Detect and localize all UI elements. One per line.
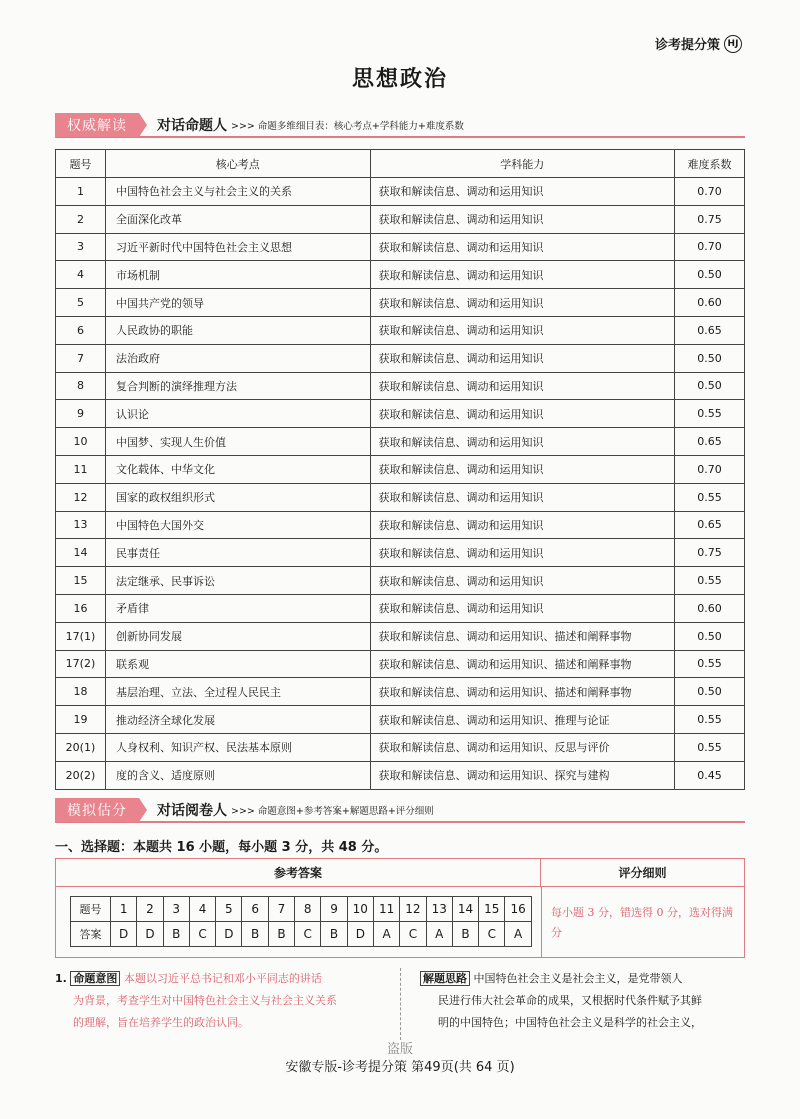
ability-cell: 获取和解读信息、调动和运用知识	[370, 178, 675, 206]
core-point-cell: 中国梦、实现人生价值	[105, 428, 370, 456]
answer-value-cell: A	[426, 922, 452, 947]
core-point-cell: 基层治理、立法、全过程人民民主	[105, 678, 370, 706]
question-no-cell: 20(1)	[56, 733, 106, 761]
difficulty-cell: 0.55	[675, 400, 745, 428]
section-tag: 权威解读	[55, 113, 139, 137]
difficulty-cell: 0.55	[675, 706, 745, 734]
table-row	[56, 539, 745, 567]
header-core-point: 核心考点	[105, 150, 370, 178]
difficulty-cell: 0.65	[675, 316, 745, 344]
section-title: 对话命题人	[157, 118, 227, 134]
table-row	[56, 761, 745, 789]
difficulty-cell: 0.60	[675, 289, 745, 317]
header-question-no: 题号	[56, 150, 106, 178]
answer-number-cell: 14	[452, 897, 478, 922]
ability-cell: 获取和解读信息、调动和运用知识、探究与建构	[370, 761, 675, 789]
reference-answer-header: 参考答案	[56, 859, 541, 887]
difficulty-cell: 0.50	[675, 678, 745, 706]
ability-cell: 获取和解读信息、调动和运用知识、推理与论证	[370, 706, 675, 734]
answer-number-cell: 6	[242, 897, 268, 922]
solution-tag: 解题思路	[420, 971, 470, 986]
answer-number-cell: 11	[373, 897, 399, 922]
table-row	[56, 233, 745, 261]
brand	[655, 34, 742, 53]
ability-cell: 获取和解读信息、调动和运用知识	[370, 205, 675, 233]
question-no-cell: 5	[56, 289, 106, 317]
question-number: 1.	[55, 972, 67, 985]
core-point-cell: 认识论	[105, 400, 370, 428]
difficulty-cell: 0.55	[675, 567, 745, 595]
difficulty-cell: 0.45	[675, 761, 745, 789]
core-point-cell: 中国共产党的领导	[105, 289, 370, 317]
question-no-cell: 14	[56, 539, 106, 567]
answer-number-cell: 7	[268, 897, 294, 922]
question-no-cell: 12	[56, 483, 106, 511]
table-row	[56, 567, 745, 595]
difficulty-cell: 0.50	[675, 622, 745, 650]
ability-cell: 获取和解读信息、调动和运用知识	[370, 428, 675, 456]
table-row	[56, 733, 745, 761]
table-row	[56, 706, 745, 734]
brand-logo-icon: HJ	[724, 35, 742, 53]
answer-value-cell: D	[347, 922, 373, 947]
footer-text: 安徽专版-诊考提分策 第49页(共 64 页)	[285, 1060, 515, 1075]
question-no-cell: 6	[56, 316, 106, 344]
scoring-rules-text: 每小题 3 分，错选得 0 分，选对得满分	[551, 906, 733, 939]
intent-text-line: 的理解，旨在培养学生的政治认同。	[73, 1016, 249, 1029]
page-footer	[0, 1043, 800, 1075]
difficulty-cell: 0.70	[675, 455, 745, 483]
ability-cell: 获取和解读信息、调动和运用知识	[370, 594, 675, 622]
question-no-cell: 16	[56, 594, 106, 622]
question-no-cell: 3	[56, 233, 106, 261]
ability-cell: 获取和解读信息、调动和运用知识	[370, 372, 675, 400]
brand-name: 诊考提分策	[654, 38, 720, 53]
question-no-cell: 10	[56, 428, 106, 456]
answer-number-cell: 16	[505, 897, 531, 922]
question-no-cell: 8	[56, 372, 106, 400]
table-body	[56, 178, 745, 790]
question-no-cell: 18	[56, 678, 106, 706]
question-no-cell: 1	[56, 178, 106, 206]
question-no-cell: 17(2)	[56, 650, 106, 678]
answer-value-cell: C	[295, 922, 321, 947]
ability-cell: 获取和解读信息、调动和运用知识	[370, 511, 675, 539]
intent-tag: 命题意图	[70, 971, 120, 986]
ability-cell: 获取和解读信息、调动和运用知识	[370, 233, 675, 261]
ability-cell: 获取和解读信息、调动和运用知识	[370, 261, 675, 289]
ability-cell: 获取和解读信息、调动和运用知识	[370, 483, 675, 511]
table-row	[56, 594, 745, 622]
core-point-cell: 创新协同发展	[105, 622, 370, 650]
table-row	[56, 344, 745, 372]
answer-number-cell: 4	[189, 897, 215, 922]
difficulty-cell: 0.50	[675, 261, 745, 289]
question-no-cell: 11	[56, 455, 106, 483]
table-row	[56, 289, 745, 317]
table-row	[56, 261, 745, 289]
answer-value-row	[71, 922, 532, 947]
answer-value-cell: A	[505, 922, 531, 947]
answer-value-cell: B	[321, 922, 347, 947]
section-title: 对话阅卷人	[157, 803, 227, 819]
answer-value-cell: B	[163, 922, 189, 947]
table-row	[56, 455, 745, 483]
table-row	[56, 400, 745, 428]
difficulty-cell: 0.55	[675, 483, 745, 511]
question-no-cell: 9	[56, 400, 106, 428]
core-point-cell: 法治政府	[105, 344, 370, 372]
scoring-rules-header: 评分细则	[541, 859, 744, 887]
answer-number-row	[71, 897, 532, 922]
table-row	[56, 178, 745, 206]
ability-cell: 获取和解读信息、调动和运用知识	[370, 567, 675, 595]
section-subtitle: >>> 命题意图+参考答案+解题思路+评分细则	[231, 806, 434, 817]
intent-text-line: 为背景，考查学生对中国特色社会主义与社会主义关系	[73, 994, 337, 1007]
core-point-cell: 人民政协的职能	[105, 316, 370, 344]
difficulty-cell: 0.50	[675, 344, 745, 372]
question-1-solution	[420, 968, 750, 1034]
table-row	[56, 316, 745, 344]
difficulty-cell: 0.55	[675, 650, 745, 678]
difficulty-cell: 0.75	[675, 539, 745, 567]
question-no-cell: 2	[56, 205, 106, 233]
answer-number-cell: 10	[347, 897, 373, 922]
core-point-cell: 文化载体、中华文化	[105, 455, 370, 483]
table-header-row	[56, 150, 745, 178]
intent-text-line: 本题以习近平总书记和邓小平同志的讲话	[123, 972, 322, 985]
difficulty-cell: 0.70	[675, 178, 745, 206]
core-point-cell: 国家的政权组织形式	[105, 483, 370, 511]
table-row	[56, 483, 745, 511]
header-difficulty: 难度系数	[675, 150, 745, 178]
core-point-cell: 联系观	[105, 650, 370, 678]
answer-number-cell: 8	[295, 897, 321, 922]
answer-value-cell: C	[189, 922, 215, 947]
answer-value-cell: C	[400, 922, 426, 947]
core-point-cell: 习近平新时代中国特色社会主义思想	[105, 233, 370, 261]
ability-cell: 获取和解读信息、调动和运用知识	[370, 316, 675, 344]
table-row	[56, 678, 745, 706]
ability-cell: 获取和解读信息、调动和运用知识	[370, 455, 675, 483]
ability-cell: 获取和解读信息、调动和运用知识、描述和阐释事物	[370, 622, 675, 650]
answer-number-cell: 15	[479, 897, 505, 922]
question-no-cell: 15	[56, 567, 106, 595]
core-point-cell: 中国特色大国外交	[105, 511, 370, 539]
answer-value-cell: B	[452, 922, 478, 947]
core-point-cell: 矛盾律	[105, 594, 370, 622]
answer-number-cell: 1	[111, 897, 137, 922]
question-1-intent	[55, 968, 400, 1034]
ability-cell: 获取和解读信息、调动和运用知识	[370, 400, 675, 428]
difficulty-cell: 0.70	[675, 233, 745, 261]
solution-text-line: 中国特色社会主义是社会主义，是党带领人	[473, 972, 683, 985]
solution-text-line: 明的中国特色；中国特色社会主义是科学的社会主义，	[438, 1016, 702, 1029]
piracy-mark: 盗版	[386, 1042, 413, 1057]
core-point-cell: 法定继承、民事诉讼	[105, 567, 370, 595]
answer-number-cell: 3	[163, 897, 189, 922]
question-no-cell: 19	[56, 706, 106, 734]
core-point-cell: 人身权利、知识产权、民法基本原则	[105, 733, 370, 761]
core-point-cell: 度的含义、适度原则	[105, 761, 370, 789]
solution-text-line: 民进行伟大社会革命的成果，又根据时代条件赋予其鲜	[438, 994, 702, 1007]
ability-cell: 获取和解读信息、调动和运用知识	[370, 344, 675, 372]
question-no-cell: 13	[56, 511, 106, 539]
core-point-cell: 复合判断的演绎推理方法	[105, 372, 370, 400]
multiple-choice-title: 一、选择题：本题共 16 小题，每小题 3 分，共 48 分。	[55, 840, 388, 855]
table-row	[56, 428, 745, 456]
core-point-cell: 民事责任	[105, 539, 370, 567]
ability-cell: 获取和解读信息、调动和运用知识、反思与评价	[370, 733, 675, 761]
core-point-cell: 全面深化改革	[105, 205, 370, 233]
label-answer: 答案	[71, 922, 111, 947]
answer-number-cell: 2	[137, 897, 163, 922]
difficulty-cell: 0.55	[675, 733, 745, 761]
answer-value-cell: C	[479, 922, 505, 947]
answer-value-cell: D	[111, 922, 137, 947]
answer-value-cell: D	[137, 922, 163, 947]
header-ability: 学科能力	[370, 150, 675, 178]
core-point-cell: 市场机制	[105, 261, 370, 289]
core-point-cell: 推动经济全球化发展	[105, 706, 370, 734]
question-no-cell: 4	[56, 261, 106, 289]
section-subtitle: >>> 命题多维细目表：核心考点+学科能力+难度系数	[231, 121, 464, 132]
section-tag: 模拟估分	[55, 798, 139, 822]
table-row	[56, 622, 745, 650]
answer-number-cell: 5	[216, 897, 242, 922]
answer-number-cell: 13	[426, 897, 452, 922]
section-header-authority	[55, 112, 745, 138]
ability-cell: 获取和解读信息、调动和运用知识、描述和阐释事物	[370, 678, 675, 706]
table-row	[56, 205, 745, 233]
answer-number-cell: 9	[321, 897, 347, 922]
table-row	[56, 372, 745, 400]
section-header-simulation	[55, 797, 745, 823]
answer-value-cell: B	[268, 922, 294, 947]
answer-value-cell: D	[216, 922, 242, 947]
ability-cell: 获取和解读信息、调动和运用知识	[370, 539, 675, 567]
table-row	[56, 650, 745, 678]
exam-breakdown-table	[55, 149, 745, 790]
difficulty-cell: 0.65	[675, 428, 745, 456]
label-question-no: 题号	[71, 897, 111, 922]
core-point-cell: 中国特色社会主义与社会主义的关系	[105, 178, 370, 206]
question-no-cell: 17(1)	[56, 622, 106, 650]
difficulty-cell: 0.50	[675, 372, 745, 400]
difficulty-cell: 0.65	[675, 511, 745, 539]
page-title: 思想政治	[351, 67, 448, 92]
answer-value-cell: A	[373, 922, 399, 947]
answer-number-cell: 12	[400, 897, 426, 922]
difficulty-cell: 0.75	[675, 205, 745, 233]
difficulty-cell: 0.60	[675, 594, 745, 622]
question-no-cell: 7	[56, 344, 106, 372]
ability-cell: 获取和解读信息、调动和运用知识	[370, 289, 675, 317]
table-row	[56, 511, 745, 539]
answer-value-cell: B	[242, 922, 268, 947]
ability-cell: 获取和解读信息、调动和运用知识、描述和阐释事物	[370, 650, 675, 678]
answer-table	[70, 896, 532, 947]
question-no-cell: 20(2)	[56, 761, 106, 789]
